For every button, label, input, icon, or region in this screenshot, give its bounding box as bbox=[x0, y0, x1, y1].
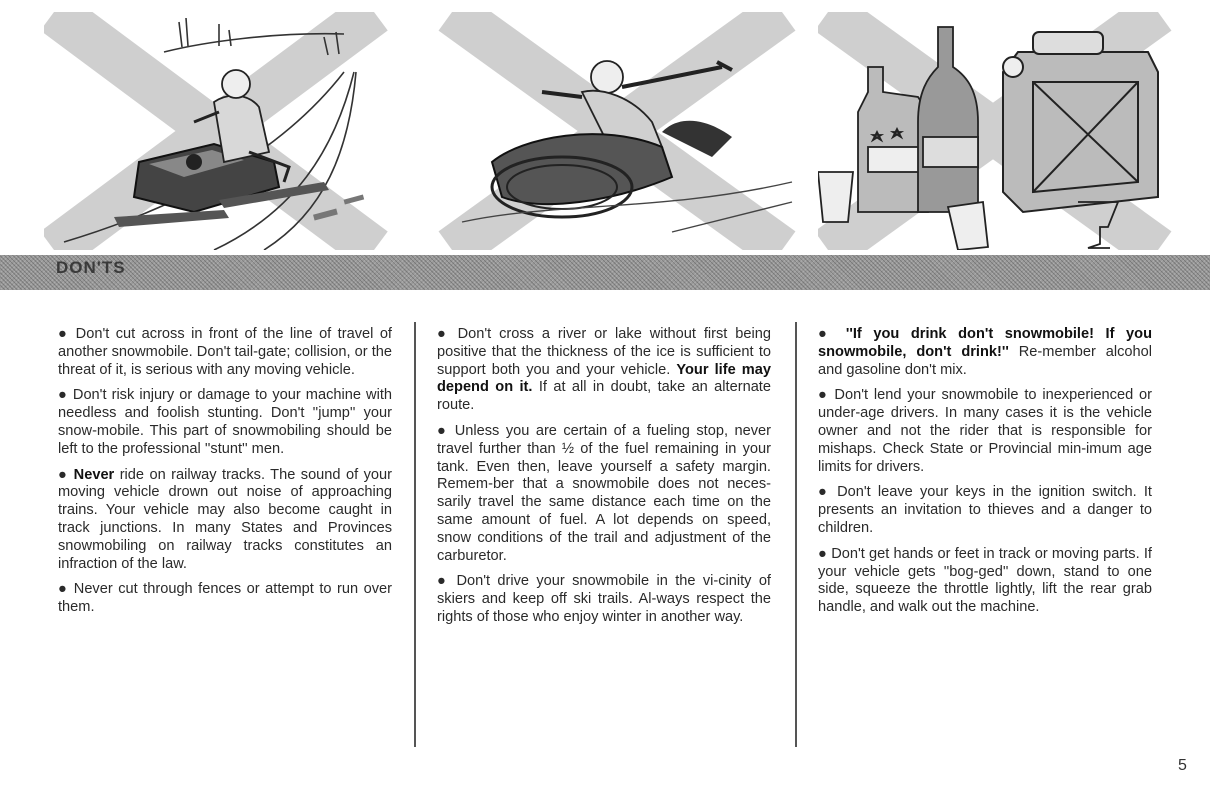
bullet-icon: ● bbox=[818, 545, 827, 562]
snowmobile-rider-illustration bbox=[44, 12, 424, 250]
column-1 bbox=[58, 326, 392, 625]
paragraph: ● Don't cross a river or lake without first being positive that the thickness of the ice is sufficient to support both you and your vehicle. Your life may depend on it. If at all in doubt, take an alternate route. bbox=[437, 326, 771, 414]
column-3 bbox=[818, 326, 1152, 625]
bullet-icon: ● bbox=[58, 466, 69, 483]
bullet-icon: ● bbox=[437, 422, 449, 439]
paragraph: ● Never cut through fences or attempt to run over them. bbox=[58, 581, 392, 616]
bullet-icon: ● bbox=[437, 573, 450, 590]
bullet-icon: ● bbox=[818, 484, 830, 501]
paragraph: ● Don't cut across in front of the line of travel of another snowmobile. Don't tail-gate; collision, or the threat of it, is serious with any moving vehicle. bbox=[58, 326, 392, 378]
paragraph: ● Don't risk injury or damage to your machine with needless and foolish stunting. Don't ''jump'' your snow-mobile. This part of snowmobiling should be left to the professional ''stunt'' men. bbox=[58, 387, 392, 457]
thrown-rider-illustration bbox=[432, 12, 812, 250]
paragraph: ● Don't leave your keys in the ignition switch. It presents an invitation to thieves and a danger to children. bbox=[818, 484, 1152, 536]
bullet-icon: ● bbox=[818, 387, 829, 404]
paragraph: ● Don't get hands or feet in track or moving parts. If your vehicle gets ''bog-ged'' down, stand to one side, squeeze the throttle lightly, lift the rear grab handle, and walk out the machine. bbox=[818, 545, 1152, 616]
gas-can-shape bbox=[1003, 32, 1158, 212]
banner-title: DON'TS bbox=[56, 258, 126, 277]
column-2 bbox=[437, 326, 771, 635]
paragraph: ● Unless you are certain of a fueling stop, never travel further than ½ of the fuel remaining in your tank. Even then, leave yourself a safety margin. Remem-ber that a snowmobile does not neces-sarily travel the same distance each time on the same amount of fuel. A lot depends on speed, snow conditions of the trail and adjustment of the carburetor. bbox=[437, 422, 772, 564]
bullet-icon: ● bbox=[58, 326, 70, 342]
bullet-icon: ● bbox=[818, 326, 835, 342]
bullet-icon: ● bbox=[437, 326, 450, 342]
column-divider bbox=[795, 322, 797, 747]
bottles-and-gas-can-drawing bbox=[818, 12, 1198, 250]
paragraph: ● ''If you drink don't snowmobile! If you snowmobile, don't drink!'' Re-member alcohol and gasoline don't mix. bbox=[818, 326, 1152, 378]
donts-banner bbox=[0, 255, 1210, 290]
paragraph: ● Don't lend your snowmobile to inexperienced or under-age drivers. In many cases it is the vehicle owner and not the rider that is responsible for mishaps. Check State or Provincial min-imum age limits for drivers. bbox=[818, 387, 1152, 475]
paragraph: ● Don't drive your snowmobile in the vi-cinity of skiers and keep off ski trails. Al-ways respect the rights of those who enjoy winter in another way. bbox=[437, 573, 771, 625]
column-divider bbox=[414, 322, 416, 747]
thrown-rider-drawing bbox=[432, 12, 812, 250]
bullet-icon: ● bbox=[58, 387, 68, 404]
alcohol-gasoline-illustration bbox=[818, 12, 1198, 250]
wine-bottle-shape bbox=[918, 27, 978, 212]
paragraph: ● Never ride on railway tracks. The sound of your moving vehicle drown out noise of approaching trains. Your vehicle may also become caught in track junctions. In many States and Provinces snowmobiling on railway tracks constitutes an infraction of the law. bbox=[58, 466, 392, 572]
snowmobile-rider-drawing bbox=[44, 12, 424, 250]
bullet-icon: ● bbox=[58, 581, 69, 598]
page-number: 5 bbox=[1178, 757, 1187, 774]
